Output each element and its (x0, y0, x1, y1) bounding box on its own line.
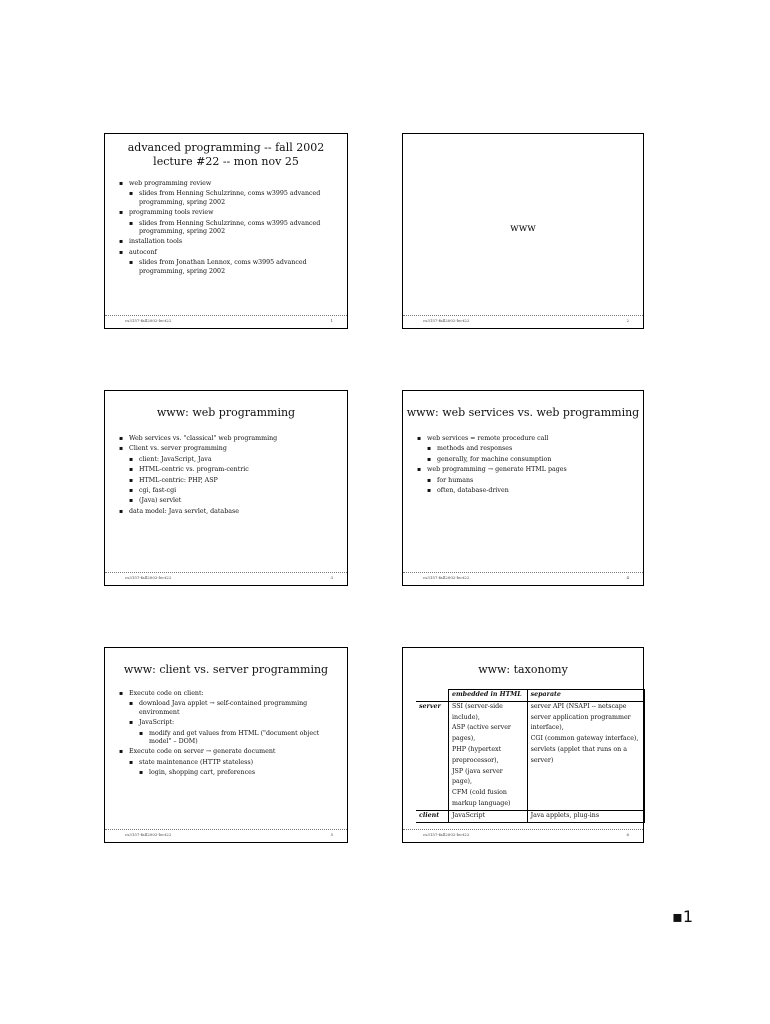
cell-line: CGI (common gateway interface), (530, 735, 639, 743)
bullet-item: ▪ web programming review (119, 180, 337, 188)
cell-line: JSP (java server page), (452, 767, 503, 786)
bullet-item: ▪ methods and responses (427, 445, 633, 453)
bullet-item: ▪ slides from Henning Schulzrinne, coms w3995 advanced programming, spring 2002 (129, 220, 337, 237)
bullet-list (119, 435, 337, 518)
bullet-item: ▪ data model: Java servlet, database (119, 508, 337, 516)
row-header: server (416, 701, 449, 810)
slide-5 (104, 647, 348, 843)
slide-center-text: www (510, 223, 536, 234)
cell-line: ASP (active server pages), (452, 724, 511, 743)
slide-1 (104, 133, 348, 329)
slide-title: www: web programming (156, 406, 296, 419)
bullet-item: ▪ state maintenance (HTTP stateless) (129, 759, 337, 767)
bullet-item: ▪ generally, for machine consumption (427, 456, 633, 464)
row-header: client (416, 810, 449, 822)
slide-footer (105, 829, 347, 842)
slide-number: 5 (330, 832, 333, 837)
slide-footer (105, 315, 347, 328)
bullet-item: ▪ (Java) servlet (129, 497, 337, 505)
slide-footer (403, 572, 643, 585)
bullet-item: ▪ often, database-driven (427, 487, 633, 495)
bullet-item: ▪ programming tools review (119, 209, 337, 217)
bullet-item: ▪ Client vs. server programming (119, 445, 337, 453)
cell-line: server API (NSAPI -- netscape server application programmer interface), (530, 702, 631, 732)
footer-label: cs3157-fall2002-lect22 (125, 832, 172, 837)
table-corner-cell (416, 690, 449, 702)
bullet-item: ▪ slides from Jonathan Lennox, coms w3995 advanced programming, spring 2002 (129, 259, 337, 276)
page-number: ▪1 (672, 907, 694, 926)
footer-label: cs3157-fall2002-lect22 (423, 575, 470, 580)
slide-title: www: client vs. server programming (123, 663, 329, 676)
bullet-item: ▪ autoconf (119, 249, 337, 257)
table-row (416, 810, 645, 822)
table-row (416, 701, 645, 810)
table-cell (449, 701, 528, 810)
slide-title (105, 141, 347, 169)
bullet-item: ▪ web services = remote procedure call (417, 435, 633, 443)
table-cell: Java applets, plug-ins (527, 810, 644, 822)
slide-footer (403, 829, 643, 842)
column-header: separate (527, 690, 644, 702)
taxonomy-table (416, 689, 645, 823)
bullet-item: ▪ Web services vs. "classical" web programming (119, 435, 337, 443)
bullet-item: ▪ web programming → generate HTML pages (417, 466, 633, 474)
slide-footer (403, 315, 643, 328)
bullet-item: ▪ slides from Henning Schulzrinne, coms w3995 advanced programming, spring 2002 (129, 190, 337, 207)
table-header-row (416, 690, 645, 702)
bullet-item: ▪ for humans (427, 477, 633, 485)
slide-number: 3 (330, 575, 333, 580)
table-cell: JavaScript (449, 810, 528, 822)
bullet-item: ▪ download Java applet → self-contained programming environment (129, 700, 337, 717)
bullet-item: ▪ modify and get values from HTML ("document object model" – DOM) (139, 730, 337, 747)
slide-4 (402, 390, 644, 586)
bullet-item: ▪ Execute code on server → generate document (119, 748, 337, 756)
slide-3 (104, 390, 348, 586)
bullet-item: ▪ HTML-centric vs. program-centric (129, 466, 337, 474)
slide-number: 4 (626, 575, 629, 580)
bullet-item: ▪ installation tools (119, 238, 337, 246)
bullet-item: ▪ login, shopping cart, preferences (139, 769, 337, 777)
title-line-1: advanced programming -- fall 2002 (127, 141, 325, 154)
column-header: embedded in HTML (449, 690, 528, 702)
bullet-item: ▪ Execute code on client: (119, 690, 337, 698)
bullet-list (119, 180, 337, 278)
slide-number: 2 (626, 318, 629, 323)
title-line-2: lecture #22 -- mon nov 25 (153, 155, 299, 168)
footer-label: cs3157-fall2002-lect22 (423, 318, 470, 323)
footer-label: cs3157-fall2002-lect22 (423, 832, 470, 837)
bullet-item: ▪ cgi, fast-cgi (129, 487, 337, 495)
cell-line: CFM (cold fusion markup language) (452, 789, 511, 807)
cell-line: servlets (applet that runs on a server) (530, 745, 627, 764)
cell-line: SSI (server-side include), (452, 702, 503, 721)
footer-label: cs3157-fall2002-lect22 (125, 575, 172, 580)
bullet-list (417, 435, 633, 497)
footer-label: cs3157-fall2002-lect22 (125, 318, 172, 323)
slide-footer (105, 572, 347, 585)
slide-number: 1 (330, 318, 333, 323)
bullet-item: ▪ client: JavaScript, Java (129, 456, 337, 464)
bullet-list (119, 690, 337, 780)
slide-number: 6 (626, 832, 629, 837)
slide-title: www: taxonomy (478, 663, 568, 676)
bullet-item: ▪ HTML-centric: PHP, ASP (129, 477, 337, 485)
bullet-item: ▪ JavaScript: (129, 719, 337, 727)
slide-6 (402, 647, 644, 843)
slide-title: www: web services vs. web programming (406, 406, 640, 419)
slide-2 (402, 133, 644, 329)
table-cell (527, 701, 644, 810)
cell-line: PHP (hypertext preprocessor), (452, 745, 502, 764)
